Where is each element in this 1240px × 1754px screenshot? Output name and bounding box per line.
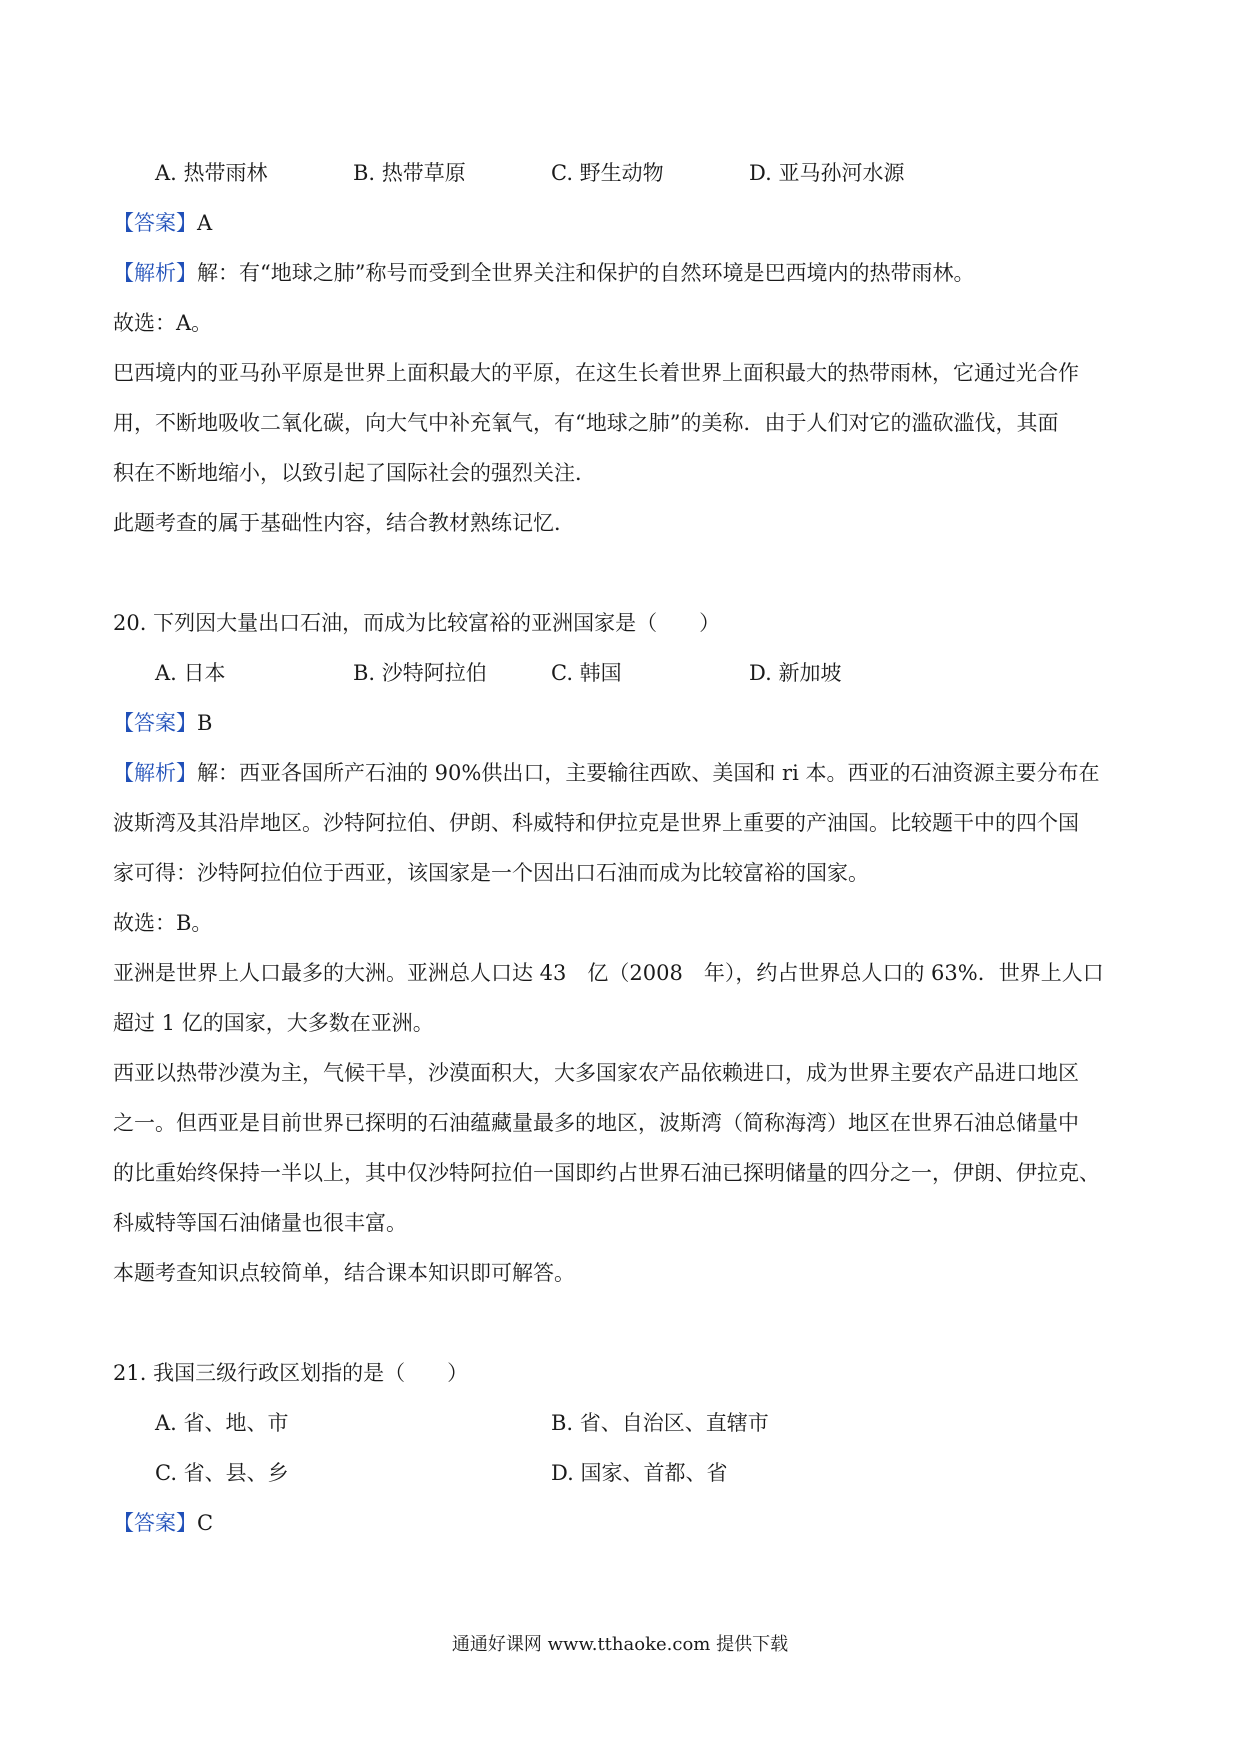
q20-option-a: A. 日本 (155, 661, 226, 685)
q19-analysis (113, 258, 974, 288)
q21-answer (113, 1508, 213, 1538)
answer-tag: 【答案】 (113, 211, 197, 235)
q21-question: 21. 我国三级行政区划指的是（ ） (113, 1361, 469, 1385)
q20-explanation-line: 的比重始终保持一半以上，其中仅沙特阿拉伯一国即约占世界石油已探明储量的四分之一，伊朗、伊拉克、 (113, 1161, 1100, 1185)
q19-option-c: C. 野生动物 (551, 161, 664, 185)
q19-option-d: D. 亚马孙河水源 (749, 161, 905, 185)
q20-explanation-line: 西亚以热带沙漠为主，气候干旱，沙漠面积大，大多国家农产品依赖进口，成为世界主要农产品进口地区 (113, 1061, 1079, 1085)
q19-explanation-line: 用，不断地吸收二氧化碳，向大气中补充氧气，有“地球之肺”的美称．由于人们对它的滥砍滥伐，其面 (113, 411, 1059, 435)
q20-explanation-line: 亚洲是世界上人口最多的大洲。亚洲总人口达 43 亿（2008 年），约占世界总人口的 63%．世界上人口 (113, 961, 1104, 985)
q20-explanation-line: 超过 1 亿的国家，大多数在亚洲。 (113, 1011, 434, 1035)
analysis-text: 解：西亚各国所产石油的 90%供出口，主要输往西欧、美国和 ri 本。西亚的石油资源主要分布在 (197, 761, 1100, 785)
q19-explanation-line: 巴西境内的亚马孙平原是世界上面积最大的平原，在这生长着世界上面积最大的热带雨林，它通过光合作 (113, 361, 1079, 385)
answer-tag: 【答案】 (113, 711, 197, 735)
q19-choice: 故选：A。 (113, 311, 213, 335)
q19-explanation-line: 积在不断地缩小，以致引起了国际社会的强烈关注． (113, 461, 596, 485)
q20-analysis-line: 波斯湾及其沿岸地区。沙特阿拉伯、伊朗、科威特和伊拉克是世界上重要的产油国。比较题干中的四个国 (113, 811, 1079, 835)
q19-explanation-line: 此题考查的属于基础性内容，结合教材熟练记忆． (113, 511, 575, 535)
analysis-tag: 【解析】 (113, 261, 197, 285)
q20-option-c: C. 韩国 (551, 661, 622, 685)
q21-option-a: A. 省、地、市 (155, 1411, 289, 1435)
q19-option-a: A. 热带雨林 (155, 161, 268, 185)
q20-analysis (113, 758, 1099, 788)
q21-option-c: C. 省、县、乡 (155, 1461, 289, 1485)
q21-option-b: B. 省、自治区、直辖市 (551, 1411, 769, 1435)
q20-option-b: B. 沙特阿拉伯 (353, 661, 487, 685)
q20-choice: 故选：B。 (113, 911, 213, 935)
q19-answer (113, 208, 212, 238)
q19-option-b: B. 热带草原 (353, 161, 466, 185)
q20-explanation-line: 科威特等国石油储量也很丰富。 (113, 1211, 407, 1235)
answer-value: A (197, 211, 213, 235)
q20-explanation-line: 之一。但西亚是目前世界已探明的石油蕴藏量最多的地区，波斯湾（简称海湾）地区在世界石油总储量中 (113, 1111, 1079, 1135)
analysis-tag: 【解析】 (113, 761, 197, 785)
q21-option-d: D. 国家、首都、省 (551, 1461, 728, 1485)
answer-value: C (197, 1511, 214, 1535)
q20-option-d: D. 新加坡 (749, 661, 842, 685)
q20-analysis-line: 家可得：沙特阿拉伯位于西亚，该国家是一个因出口石油而成为比较富裕的国家。 (113, 861, 869, 885)
q20-answer (113, 708, 212, 738)
q20-question: 20. 下列因大量出口石油，而成为比较富裕的亚洲国家是（ ） (113, 611, 721, 635)
answer-tag: 【答案】 (113, 1511, 197, 1535)
q20-explanation-line: 本题考查知识点较简单，结合课本知识即可解答。 (113, 1261, 575, 1285)
analysis-text: 解：有“地球之肺”称号而受到全世界关注和保护的自然环境是巴西境内的热带雨林。 (197, 261, 975, 285)
page-footer: 通通好课网 www.tthaoke.com 提供下载 (451, 1634, 789, 1655)
answer-value: B (197, 711, 213, 735)
